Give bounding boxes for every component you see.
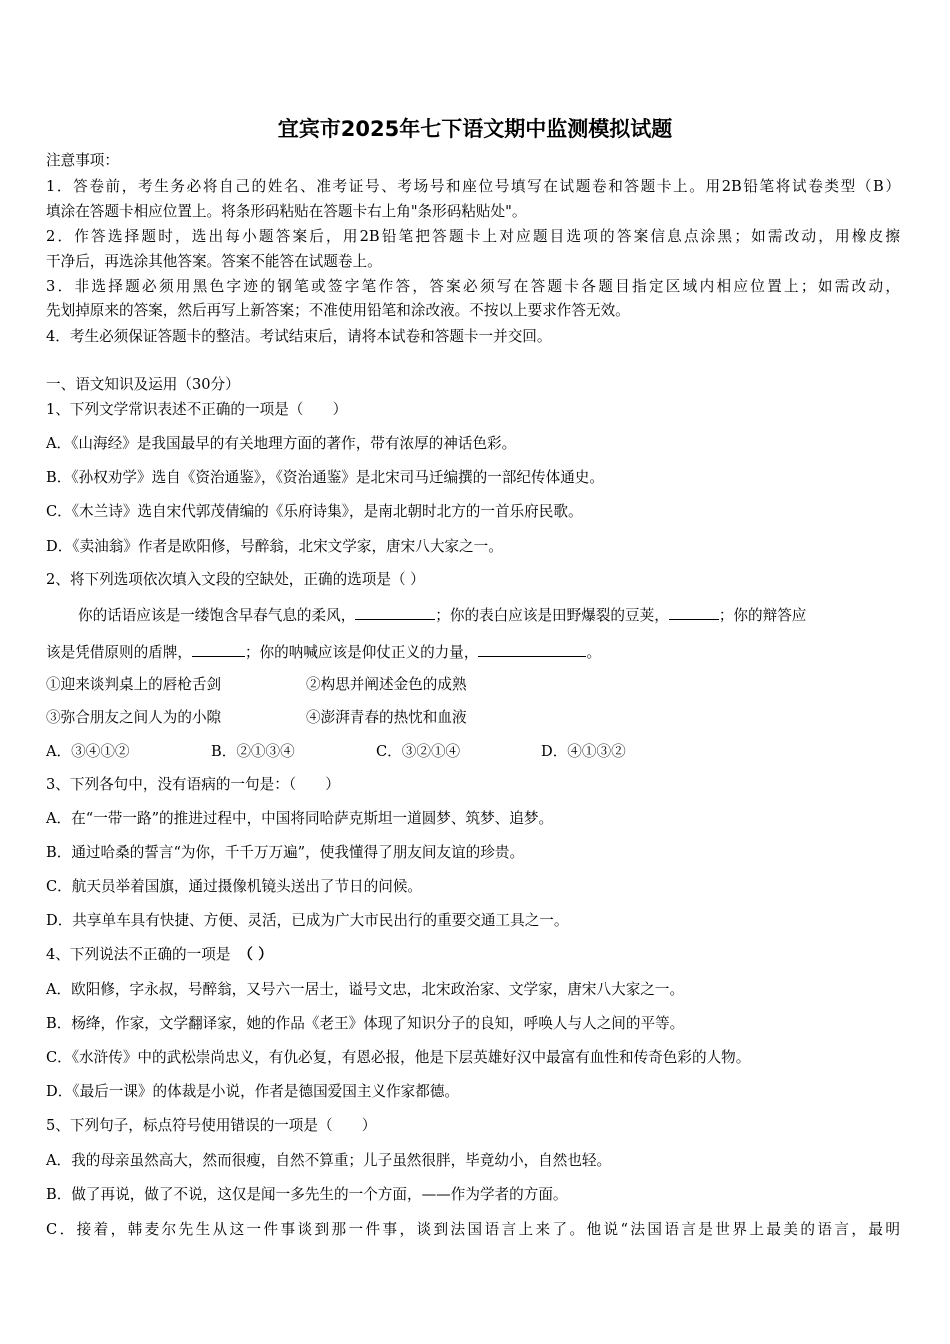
question-5-stem: 5、下列句子，标点符号使用错误的一项是（ ） xyxy=(46,1117,377,1134)
passage-segment: ；你的辩答应 xyxy=(718,607,807,624)
question-4-option-b: B．杨绛，作家，文学翻译家，她的作品《老王》体现了知识分子的良知，呼唤人与人之间的平等。 xyxy=(46,1015,685,1032)
page-title: 宜宾市2025年七下语文期中监测模拟试题 xyxy=(277,117,673,141)
question-1-stem: 1、下列文学常识表述不正确的一项是（ ） xyxy=(46,401,348,418)
question-3-option-a: A．在“一带一路”的推进过程中，中国将同哈萨克斯坦一道圆梦、筑梦、追梦。 xyxy=(46,810,554,827)
question-1-option-a: A．《山海经》是我国最早的有关地理方面的著作，带有浓厚的神话色彩。 xyxy=(46,435,517,452)
sentence-3: ③弥合朋友之间人为的小隙 xyxy=(46,709,222,726)
passage-segment: 该是凭借原则的盾牌， xyxy=(46,644,192,661)
question-2-stem: 2、将下列选项依次填入文段的空缺处，正确的选项是（ ） xyxy=(46,571,425,588)
question-5-option-a: A．我的母亲虽然高大，然而很瘦，自然不算重；儿子虽然很胖，毕竟幼小，自然也轻。 xyxy=(46,1152,612,1169)
sentence-1: ①迎来谈判桌上的唇枪舌剑 xyxy=(46,676,222,693)
answer-blank-1 xyxy=(355,605,435,620)
question-2-passage-line-2 xyxy=(46,642,601,662)
question-4-stem-text: 4、下列说法不正确的一项是 xyxy=(46,946,231,963)
question-5-option-b: B．做了再说，做了不说，这仅是闻一多先生的一个方面，——作为学者的方面。 xyxy=(46,1186,568,1203)
question-3-option-d: D．共享单车具有快捷、方便、灵活，已成为广大市民出行的重要交通工具之一。 xyxy=(46,912,569,929)
passage-segment: 你的话语应该是一缕饱含早春气息的柔风， xyxy=(78,607,356,624)
question-5-option-c: C．接着，韩麦尔先生从这一件事谈到那一件事，谈到法国语言上来了。他说“法国语言是世界上最美的语言，最明 xyxy=(46,1221,900,1238)
sentence-2: ②构思并阐述金色的成熟 xyxy=(306,676,467,693)
answer-parentheses: （ ） xyxy=(238,946,273,963)
question-2-option-b: B．②①③④ xyxy=(211,743,295,760)
question-2-option-a: A．③④①② xyxy=(46,743,130,760)
question-2-options xyxy=(46,743,626,761)
question-4-option-a: A．欧阳修，字永叔，号醉翁，又号六一居士，谥号文忠，北宋政治家、文学家，唐宋八大家之一。 xyxy=(46,981,685,998)
notice-item-4: 4．考生必须保证答题卡的整洁。考试结束后，请将本试卷和答题卡一并交回。 xyxy=(46,328,552,345)
question-2-option-c: C．③②①④ xyxy=(376,743,461,760)
sentence-4: ④澎湃青春的热忱和血液 xyxy=(306,709,467,726)
notice-item-2-line-2: 干净后，再选涂其他答案。答案不能答在试题卷上。 xyxy=(46,253,382,270)
question-4-stem xyxy=(46,946,273,964)
question-2-sentences-row-1 xyxy=(46,676,467,694)
notice-item-2-line-1: 2．作答选择题时，选出每小题答案后，用2B铅笔把答题卡上对应题目选项的答案信息点涂黑；如需改动，用橡皮擦 xyxy=(46,228,900,245)
section-heading: 一、语文知识及运用（30分） xyxy=(46,376,240,393)
question-3-option-b: B．通过哈桑的誓言“为你，千千万万遍”，使我懂得了朋友间友谊的珍贵。 xyxy=(46,844,525,861)
notice-item-3-line-1: 3．非选择题必须用黑色字迹的钢笔或签字笔作答，答案必须写在答题卡各题目指定区域内相应位置上；如需改动， xyxy=(46,278,900,295)
question-3-option-c: C．航天员举着国旗，通过摄像机镜头送出了节日的问候。 xyxy=(46,878,423,895)
question-4-option-d: D．《最后一课》的体裁是小说，作者是德国爱国主义作家都德。 xyxy=(46,1083,460,1100)
passage-segment: 。 xyxy=(586,644,602,661)
question-2-sentences-row-2 xyxy=(46,709,467,727)
question-1-option-b: B．《孙权劝学》选自《资治通鉴》，《资治通鉴》是北宋司马迁编撰的一部纪传体通史。 xyxy=(46,469,604,486)
answer-blank-3 xyxy=(192,642,245,657)
notice-heading: 注意事项： xyxy=(46,152,119,169)
question-1-option-d: D．《卖油翁》作者是欧阳修，号醉翁，北宋文学家，唐宋八大家之一。 xyxy=(46,538,503,555)
answer-blank-4 xyxy=(478,642,586,657)
question-2-option-d: D．④①③② xyxy=(541,743,626,760)
question-1-option-c: C．《木兰诗》选自宋代郭茂倩编的《乐府诗集》，是南北朝时北方的一首乐府民歌。 xyxy=(46,503,583,520)
question-2-passage-line-1 xyxy=(78,605,806,625)
question-3-stem: 3、下列各句中，没有语病的一句是：（ ） xyxy=(46,776,340,793)
notice-item-3-line-2: 先划掉原来的答案，然后再写上新答案；不准使用铅笔和涂改液。不按以上要求作答无效。 xyxy=(46,302,630,319)
answer-blank-2 xyxy=(669,605,719,620)
passage-segment: ；你的呐喊应该是仰仗正义的力量， xyxy=(244,644,479,661)
question-4-option-c: C．《水浒传》中的武松崇尚忠义，有仇必复，有恩必报，他是下层英雄好汉中最富有血性和传奇色彩的人物。 xyxy=(46,1049,751,1066)
notice-item-1-line-2: 填涂在答题卡相应位置上。将条形码粘贴在答题卡右上角"条形码粘贴处"。 xyxy=(46,203,527,220)
notice-item-1-line-1: 1．答卷前，考生务必将自己的姓名、准考证号、考场号和座位号填写在试题卷和答题卡上。用2B铅笔将试卷类型（B） xyxy=(46,178,900,195)
passage-segment: ；你的表白应该是田野爆裂的豆荚， xyxy=(435,607,669,624)
